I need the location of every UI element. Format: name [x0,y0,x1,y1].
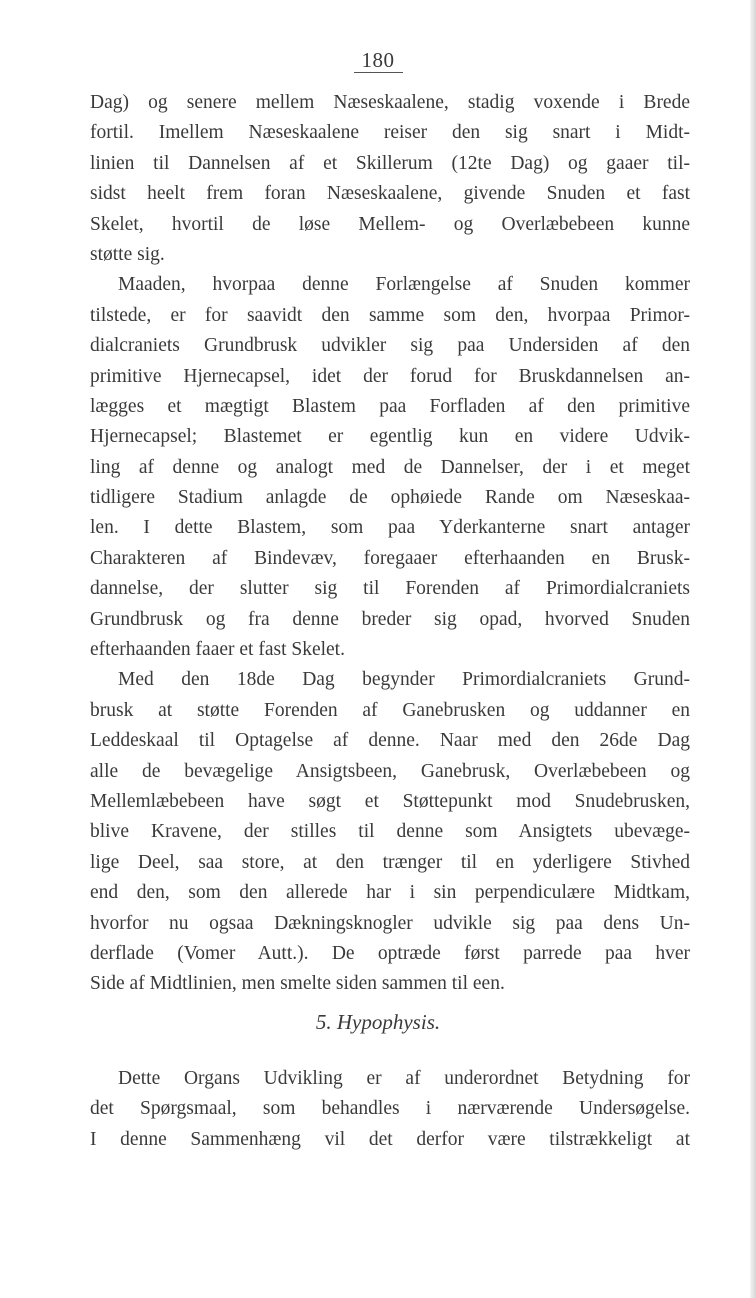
text-line: ling af denne og analogt med de Dannelser, der i et meget [90,456,690,478]
page-number [0,48,756,73]
text-line: sidst heelt frem foran Næseskaalene, givende Snuden et fast [90,183,690,205]
text-line: Hjernecapsel; Blastemet er egentlig kun en videre Udvik- [90,426,690,448]
text-line: alle de bevægelige Ansigtsbeen, Ganebrusk, Overlæbebeen og [90,760,690,782]
text-line: Side af Midtlinien, men smelte siden sammen til een. [90,973,505,995]
text-line: Med den 18de Dag begynder Primordialcraniets Grund- [118,669,690,691]
text-line: fortil. Imellem Næseskaalene reiser den sig snart i Midt- [90,122,690,144]
text-line: Mellemlæbebeen have søgt et Støttepunkt mod Snudebrusken, [90,790,690,812]
text-line: støtte sig. [90,243,165,265]
text-line: Grundbrusk og fra denne breder sig opad, hvorved Snuden [90,608,690,630]
text-line: dannelse, der slutter sig til Forenden af Primordialcraniets [90,578,690,600]
text-line: derflade (Vomer Autt.). De optræde først parrede paa hver [90,942,690,964]
page-edge-shadow [750,0,756,1298]
body-text [90,88,690,1000]
text-line: hvorfor nu ogsaa Dækningsknogler udvikle sig paa dens Un- [90,912,690,934]
text-line: Leddeskaal til Optagelse af denne. Naar med den 26de Dag [90,730,690,752]
text-line: tilstede, er for saavidt den samme som den, hvorpaa Primor- [90,304,690,326]
text-line: lægges et mægtigt Blastem paa Forfladen af den primitive [90,395,690,417]
text-line: I denne Sammenhæng vil det derfor være tilstrækkeligt at [90,1128,690,1150]
section-text [90,1064,690,1155]
text-line: tidligere Stadium anlagde de ophøiede Rande om Næseskaa- [90,487,690,509]
text-line: det Spørgsmaal, som behandles i nærværende Undersøgelse. [90,1098,690,1120]
text-line: len. I dette Blastem, som paa Yderkanterne snart antager [90,517,690,539]
text-line: Skelet, hvortil de løse Mellem- og Overlæbebeen kunne [90,213,690,235]
section-heading: 5. Hypophysis. [315,1010,441,1034]
text-line: end den, som den allerede har i sin perpendiculære Midtkam, [90,882,690,904]
text-line: primitive Hjernecapsel, idet der forud for Bruskdannelsen an- [90,365,690,387]
page-number-text: 180 [354,48,403,73]
text-line: Maaden, hvorpaa denne Forlængelse af Snuden kommer [118,274,690,296]
text-line: Dag) og senere mellem Næseskaalene, stadig voxende i Brede [90,92,690,113]
text-line: dialcraniets Grundbrusk udvikler sig paa Undersiden af den [90,335,690,357]
text-line: efterhaanden faaer et fast Skelet. [90,639,345,661]
text-line: brusk at støtte Forenden af Ganebrusken og uddanner en [90,699,690,721]
text-line: linien til Dannelsen af et Skillerum (12te Dag) og gaaer til- [90,152,690,174]
text-line: Dette Organs Udvikling er af underordnet Betydning for [118,1068,690,1089]
text-line: lige Deel, saa store, at den trænger til en yderligere Stivhed [90,851,690,873]
text-line: blive Kravene, der stilles til denne som Ansigtets ubevæge- [90,821,690,843]
text-line: Charakteren af Bindevæv, foregaaer efterhaanden en Brusk- [90,547,690,569]
